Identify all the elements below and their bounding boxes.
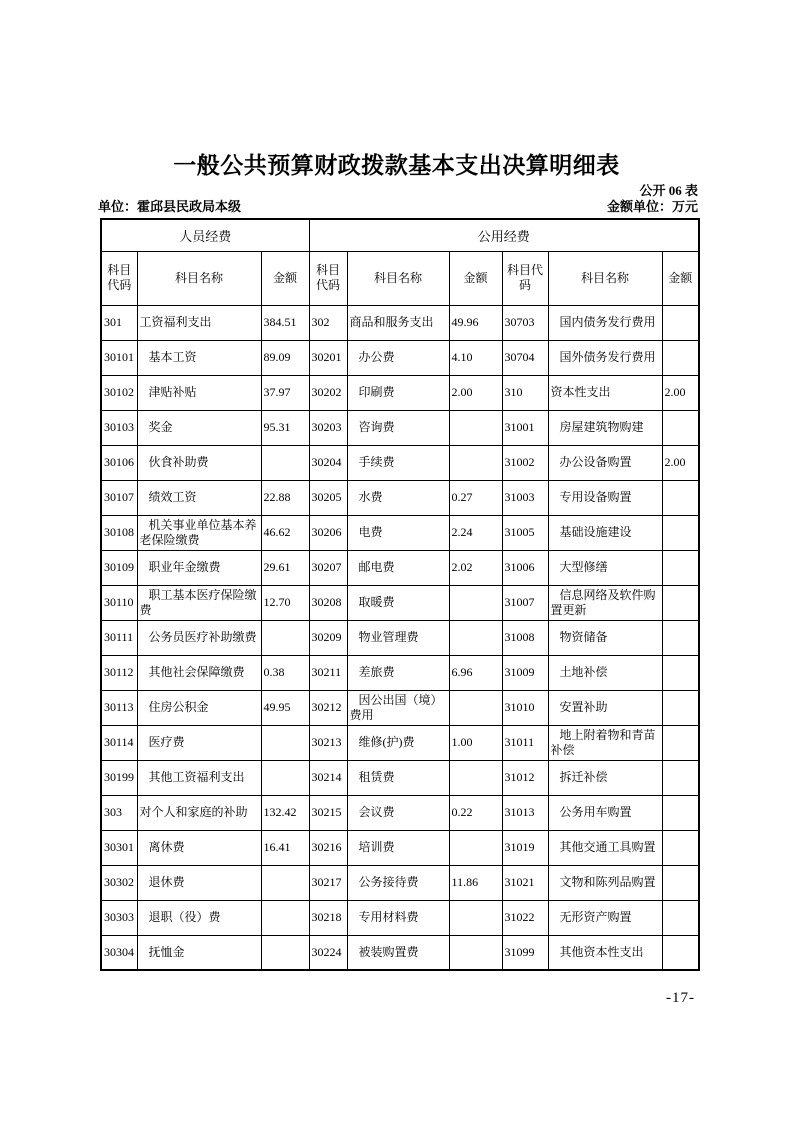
subject-name-cell: 物业管理费 <box>347 620 449 655</box>
amount-cell <box>662 620 699 655</box>
table-row <box>101 935 699 970</box>
subject-name-cell: 公务用车购置 <box>548 795 662 830</box>
subject-name-cell: 基本工资 <box>137 340 261 375</box>
amount-cell <box>662 865 699 900</box>
subject-code-cell: 31007 <box>502 585 548 620</box>
subject-code-cell: 301 <box>101 305 137 340</box>
subject-code-cell: 31012 <box>502 760 548 795</box>
subject-name-cell: 津贴补贴 <box>137 375 261 410</box>
amount-cell <box>662 900 699 935</box>
subject-code-cell: 30106 <box>101 445 137 480</box>
page-title: 一般公共预算财政拨款基本支出决算明细表 <box>173 152 620 178</box>
amount-cell: 2.00 <box>662 445 699 480</box>
subject-code-cell: 31009 <box>502 655 548 690</box>
subject-code-cell: 30199 <box>101 760 137 795</box>
amount-cell: 49.96 <box>449 305 502 340</box>
subject-code-cell: 30108 <box>101 515 137 550</box>
subject-code-cell: 30110 <box>101 585 137 620</box>
subject-code-cell: 30224 <box>309 935 347 970</box>
subject-name-cell: 培训费 <box>347 830 449 865</box>
unit-label: 单位：霍邱县民政局本级 <box>98 199 242 214</box>
amount-header: 金额 <box>449 251 502 305</box>
amount-cell <box>261 445 309 480</box>
amount-cell: 6.96 <box>449 655 502 690</box>
amount-cell: 89.09 <box>261 340 309 375</box>
subject-code-header: 科目代码 <box>101 251 137 305</box>
subject-name-cell: 会议费 <box>347 795 449 830</box>
amount-cell: 49.95 <box>261 690 309 725</box>
column-header-row <box>101 251 699 305</box>
subject-code-cell: 31011 <box>502 725 548 760</box>
subject-name-cell: 专用设备购置 <box>548 480 662 515</box>
subject-name-cell: 资本性支出 <box>548 375 662 410</box>
subject-name-cell: 抚恤金 <box>137 935 261 970</box>
amount-cell <box>662 760 699 795</box>
subject-code-cell: 302 <box>309 305 347 340</box>
amount-cell <box>449 410 502 445</box>
subject-code-cell: 30303 <box>101 900 137 935</box>
subject-code-cell: 30204 <box>309 445 347 480</box>
subject-code-cell: 30214 <box>309 760 347 795</box>
subject-name-header: 科目名称 <box>347 251 449 305</box>
subject-code-cell: 31019 <box>502 830 548 865</box>
subject-name-cell: 房屋建筑物购建 <box>548 410 662 445</box>
amount-cell: 132.42 <box>261 795 309 830</box>
amount-cell <box>662 550 699 585</box>
amount-cell <box>261 620 309 655</box>
subject-name-cell: 地上附着物和青苗补偿 <box>548 725 662 760</box>
subject-code-cell: 30211 <box>309 655 347 690</box>
subject-name-cell: 维修(护)费 <box>347 725 449 760</box>
subject-code-cell: 31006 <box>502 550 548 585</box>
table-row <box>101 725 699 760</box>
subject-code-cell: 30207 <box>309 550 347 585</box>
subject-code-cell: 30213 <box>309 725 347 760</box>
subject-name-cell: 商品和服务支出 <box>347 305 449 340</box>
budget-table <box>100 218 700 971</box>
subject-name-cell: 拆迁补偿 <box>548 760 662 795</box>
amount-cell <box>449 760 502 795</box>
subject-name-cell: 其他工资福利支出 <box>137 760 261 795</box>
group-header-public: 公用经费 <box>309 219 699 251</box>
subject-name-cell: 机关事业单位基本养老保险缴费 <box>137 515 261 550</box>
subject-code-cell: 30205 <box>309 480 347 515</box>
amount-cell <box>449 935 502 970</box>
subject-code-cell: 30101 <box>101 340 137 375</box>
subject-code-cell: 30103 <box>101 410 137 445</box>
subject-name-cell: 大型修缮 <box>548 550 662 585</box>
subject-code-cell: 30113 <box>101 690 137 725</box>
table-row <box>101 480 699 515</box>
page-number: -17- <box>666 990 695 1006</box>
subject-name-cell: 公务接待费 <box>347 865 449 900</box>
amount-cell <box>662 410 699 445</box>
subject-code-cell: 30304 <box>101 935 137 970</box>
subject-name-cell: 退休费 <box>137 865 261 900</box>
subject-name-cell: 印刷费 <box>347 375 449 410</box>
table-row <box>101 865 699 900</box>
form-code-label: 公开 06 表 <box>639 183 698 198</box>
amount-cell: 29.61 <box>261 550 309 585</box>
amount-cell <box>662 830 699 865</box>
subject-name-cell: 职业年金缴费 <box>137 550 261 585</box>
group-header-row <box>101 219 699 251</box>
amount-cell <box>449 585 502 620</box>
subject-code-cell: 30216 <box>309 830 347 865</box>
amount-cell <box>662 305 699 340</box>
subject-name-cell: 物资储备 <box>548 620 662 655</box>
table-body <box>101 305 699 970</box>
subject-code-cell: 31099 <box>502 935 548 970</box>
subject-name-cell: 退职（役）费 <box>137 900 261 935</box>
amount-header: 金额 <box>662 251 699 305</box>
subject-name-cell: 其他社会保障缴费 <box>137 655 261 690</box>
subject-code-cell: 30703 <box>502 305 548 340</box>
subject-name-header: 科目名称 <box>137 251 261 305</box>
amount-cell: 384.51 <box>261 305 309 340</box>
subject-name-cell: 职工基本医疗保险缴费 <box>137 585 261 620</box>
subject-code-cell: 30203 <box>309 410 347 445</box>
subject-code-cell: 30302 <box>101 865 137 900</box>
subject-name-cell: 邮电费 <box>347 550 449 585</box>
amount-cell: 2.02 <box>449 550 502 585</box>
amount-cell: 4.10 <box>449 340 502 375</box>
amount-cell <box>449 830 502 865</box>
amount-cell: 1.00 <box>449 725 502 760</box>
subject-code-cell: 31005 <box>502 515 548 550</box>
amount-cell <box>662 585 699 620</box>
subject-name-cell: 手续费 <box>347 445 449 480</box>
amount-cell <box>662 725 699 760</box>
amount-header: 金额 <box>261 251 309 305</box>
subject-name-cell: 办公费 <box>347 340 449 375</box>
table-row <box>101 410 699 445</box>
subject-code-cell: 30208 <box>309 585 347 620</box>
amount-cell: 0.27 <box>449 480 502 515</box>
amount-cell <box>261 865 309 900</box>
subject-name-cell: 工资福利支出 <box>137 305 261 340</box>
subject-code-cell: 31010 <box>502 690 548 725</box>
subject-code-cell: 31001 <box>502 410 548 445</box>
amount-cell: 2.00 <box>662 375 699 410</box>
subject-name-cell: 取暖费 <box>347 585 449 620</box>
amount-cell <box>449 690 502 725</box>
subject-name-cell: 绩效工资 <box>137 480 261 515</box>
amount-cell <box>261 760 309 795</box>
subject-code-cell: 30217 <box>309 865 347 900</box>
subject-code-header: 科目代码 <box>502 251 548 305</box>
subject-name-cell: 办公设备购置 <box>548 445 662 480</box>
amount-cell <box>449 445 502 480</box>
subject-code-cell: 30704 <box>502 340 548 375</box>
subject-name-cell: 差旅费 <box>347 655 449 690</box>
subject-name-cell: 无形资产购置 <box>548 900 662 935</box>
subject-name-cell: 奖金 <box>137 410 261 445</box>
subject-name-cell: 离休费 <box>137 830 261 865</box>
amount-cell: 95.31 <box>261 410 309 445</box>
table-row <box>101 340 699 375</box>
subject-code-cell: 303 <box>101 795 137 830</box>
subject-name-cell: 土地补偿 <box>548 655 662 690</box>
amount-unit-label: 金额单位：万元 <box>606 199 698 214</box>
subject-code-cell: 30114 <box>101 725 137 760</box>
meta-row <box>98 196 698 215</box>
subject-code-cell: 31003 <box>502 480 548 515</box>
subject-code-cell: 31013 <box>502 795 548 830</box>
subject-code-cell: 30215 <box>309 795 347 830</box>
amount-cell: 37.97 <box>261 375 309 410</box>
table-row <box>101 620 699 655</box>
table-row <box>101 585 699 620</box>
amount-cell <box>261 900 309 935</box>
amount-cell <box>662 795 699 830</box>
table-row <box>101 305 699 340</box>
subject-code-cell: 310 <box>502 375 548 410</box>
table-row <box>101 900 699 935</box>
subject-code-cell: 30102 <box>101 375 137 410</box>
subject-code-cell: 30206 <box>309 515 347 550</box>
table-row <box>101 550 699 585</box>
amount-cell: 22.88 <box>261 480 309 515</box>
subject-name-cell: 电费 <box>347 515 449 550</box>
amount-cell: 0.38 <box>261 655 309 690</box>
subject-name-cell: 公务员医疗补助缴费 <box>137 620 261 655</box>
group-header-personnel: 人员经费 <box>101 219 309 251</box>
subject-code-cell: 31022 <box>502 900 548 935</box>
subject-name-cell: 伙食补助费 <box>137 445 261 480</box>
subject-name-cell: 其他交通工具购置 <box>548 830 662 865</box>
subject-name-cell: 信息网络及软件购置更新 <box>548 585 662 620</box>
table-row <box>101 830 699 865</box>
amount-cell <box>449 900 502 935</box>
subject-code-cell: 31021 <box>502 865 548 900</box>
amount-cell: 2.00 <box>449 375 502 410</box>
amount-cell <box>261 725 309 760</box>
subject-code-cell: 30109 <box>101 550 137 585</box>
subject-name-cell: 住房公积金 <box>137 690 261 725</box>
subject-code-header: 科目代码 <box>309 251 347 305</box>
subject-code-cell: 31002 <box>502 445 548 480</box>
amount-cell <box>662 655 699 690</box>
subject-code-cell: 30112 <box>101 655 137 690</box>
subject-code-cell: 30107 <box>101 480 137 515</box>
table-row <box>101 515 699 550</box>
subject-code-cell: 30212 <box>309 690 347 725</box>
subject-code-cell: 30201 <box>309 340 347 375</box>
amount-cell <box>662 690 699 725</box>
subject-code-cell: 30209 <box>309 620 347 655</box>
amount-cell: 0.22 <box>449 795 502 830</box>
table-row <box>101 375 699 410</box>
subject-name-cell: 专用材料费 <box>347 900 449 935</box>
subject-name-cell: 文物和陈列品购置 <box>548 865 662 900</box>
amount-cell <box>662 480 699 515</box>
amount-cell <box>662 935 699 970</box>
subject-name-cell: 咨询费 <box>347 410 449 445</box>
amount-cell <box>662 340 699 375</box>
subject-name-cell: 基础设施建设 <box>548 515 662 550</box>
subject-name-cell: 因公出国（境）费用 <box>347 690 449 725</box>
subject-name-cell: 租赁费 <box>347 760 449 795</box>
subject-name-cell: 国外债务发行费用 <box>548 340 662 375</box>
subject-name-cell: 被装购置费 <box>347 935 449 970</box>
subject-code-cell: 30301 <box>101 830 137 865</box>
table-row <box>101 760 699 795</box>
table-row <box>101 795 699 830</box>
amount-cell <box>449 620 502 655</box>
subject-code-cell: 30218 <box>309 900 347 935</box>
subject-name-cell: 国内债务发行费用 <box>548 305 662 340</box>
subject-code-cell: 30111 <box>101 620 137 655</box>
subject-name-header: 科目名称 <box>548 251 662 305</box>
subject-name-cell: 安置补助 <box>548 690 662 725</box>
amount-cell: 12.70 <box>261 585 309 620</box>
subject-name-cell: 对个人和家庭的补助 <box>137 795 261 830</box>
subject-code-cell: 30202 <box>309 375 347 410</box>
amount-cell: 46.62 <box>261 515 309 550</box>
table-row <box>101 655 699 690</box>
subject-code-cell: 31008 <box>502 620 548 655</box>
table-row <box>101 690 699 725</box>
amount-cell <box>261 935 309 970</box>
table-row <box>101 445 699 480</box>
amount-cell: 11.86 <box>449 865 502 900</box>
amount-cell: 16.41 <box>261 830 309 865</box>
subject-name-cell: 水费 <box>347 480 449 515</box>
amount-cell <box>662 515 699 550</box>
subject-name-cell: 医疗费 <box>137 725 261 760</box>
amount-cell: 2.24 <box>449 515 502 550</box>
subject-name-cell: 其他资本性支出 <box>548 935 662 970</box>
